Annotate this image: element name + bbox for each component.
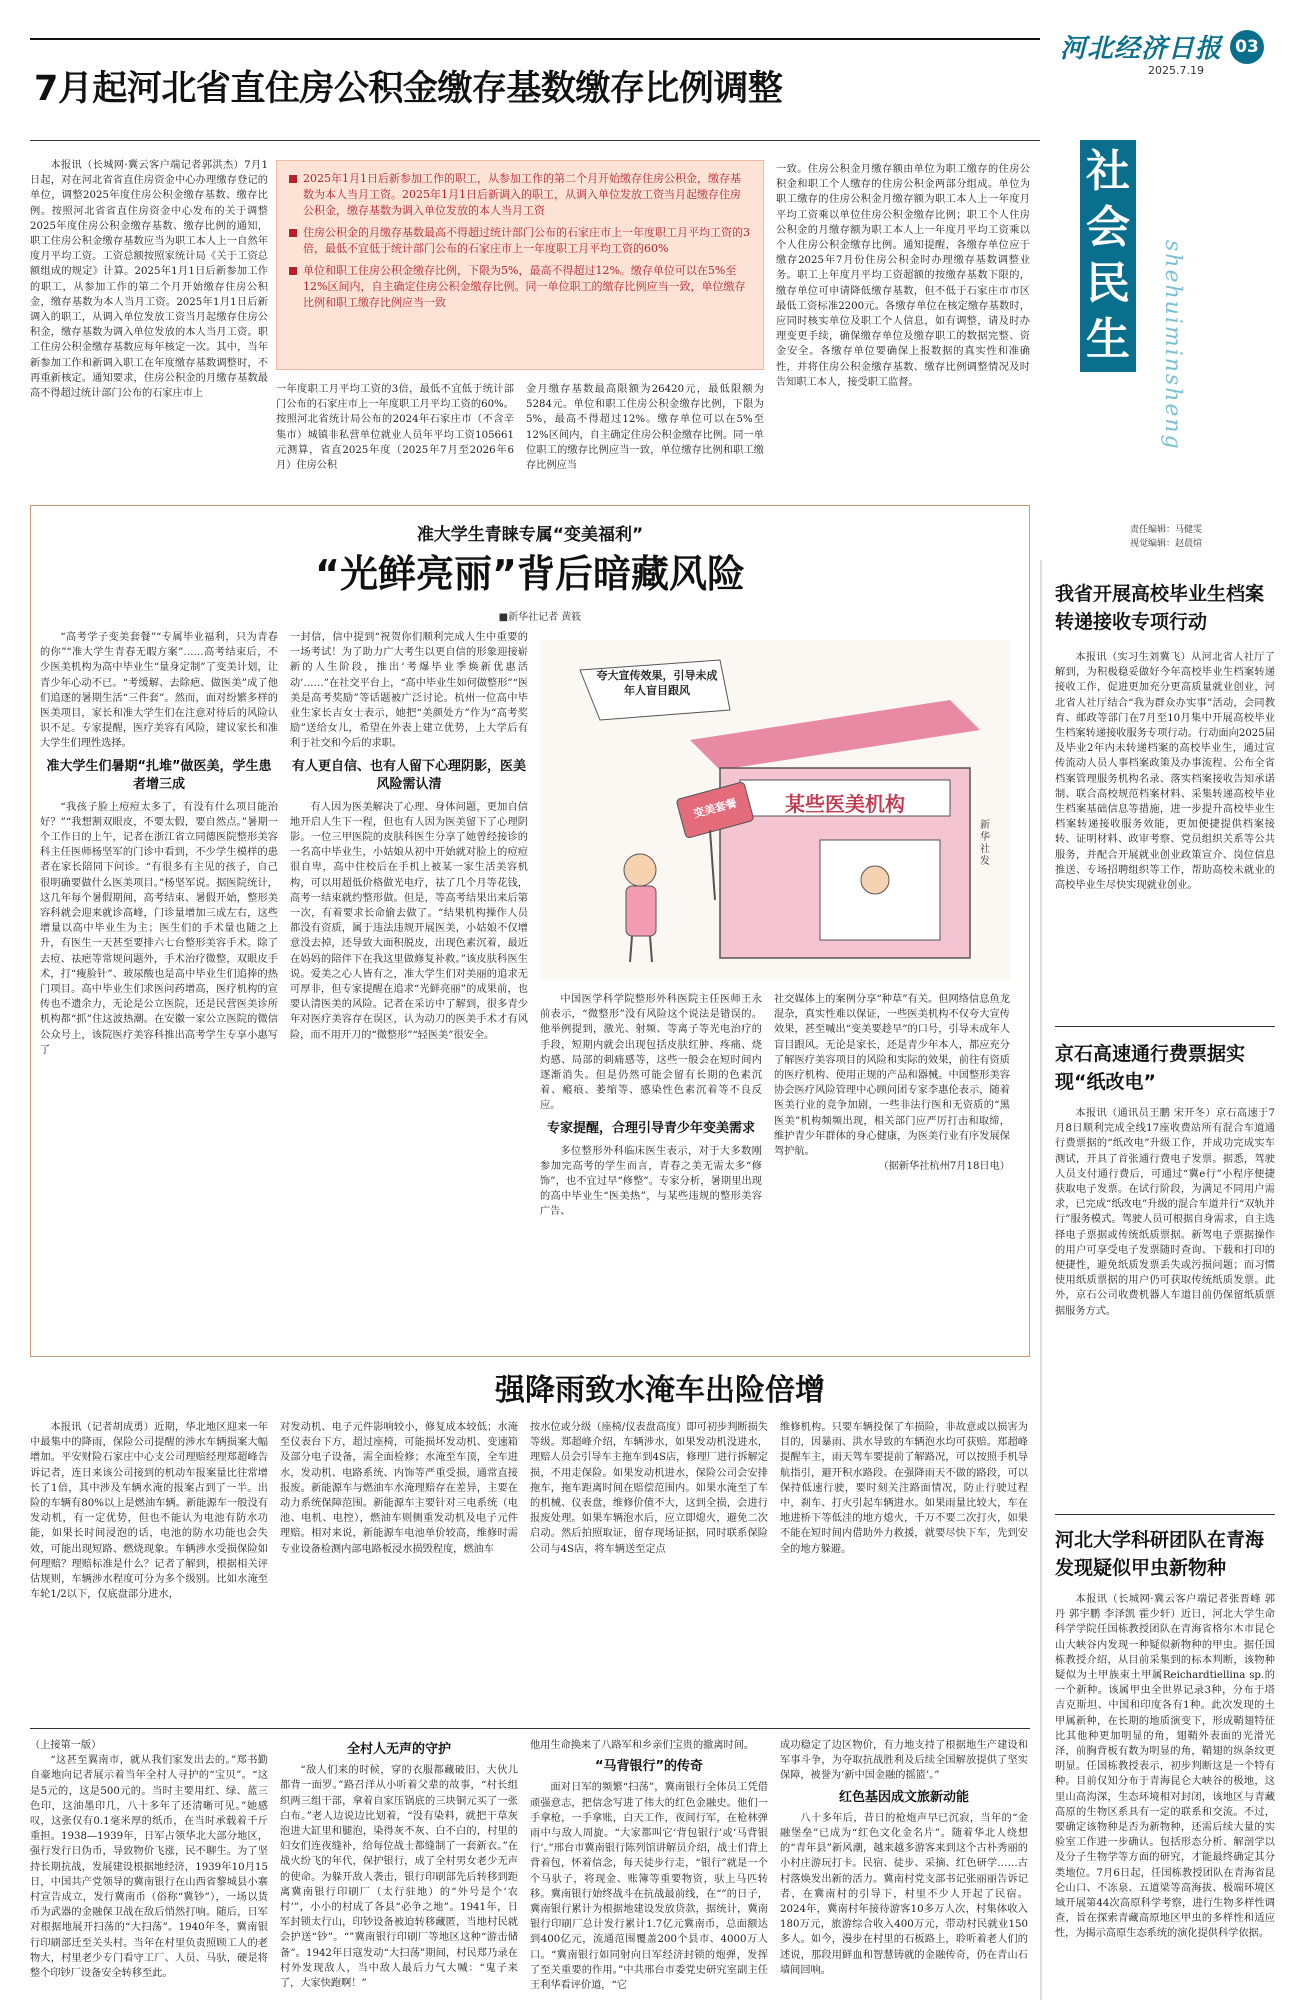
lead-highlight-box bbox=[276, 160, 764, 370]
cont-subhead-1: 全村人无声的守护 bbox=[346, 1742, 451, 1757]
right-rule-1 bbox=[1055, 1026, 1275, 1027]
cont-subhead-2: “马背银行”的传奇 bbox=[594, 1759, 704, 1775]
issue-date: 2025.7.19 bbox=[1148, 64, 1204, 77]
cartoon-sign: 某些医美机构 bbox=[785, 792, 905, 816]
cartoon-placard: 变美套餐 bbox=[692, 796, 739, 821]
lead-col3: 金月缴存基数最高限额为26420元，最低限额为5284元。单位和职工住房公积金缴存比例，下限为5%，最高不得超过12%。缴存单位可以在5%至12%区间内，自主确定住房公积金缴存比例。同一单位职工的缴存比例应当一致，单位缴存比例和职工缴存比例应当 bbox=[526, 384, 764, 472]
masthead bbox=[1060, 28, 1270, 78]
section-title bbox=[1080, 140, 1140, 372]
feature-col3: 中国医学科学院整形外科医院主任医师王永前表示，“微整形”没有风险这个说法是错误的。他举例提到，激光、射频、等离子等光电治疗的手段，短期内就会出现包括皮肤红肿、疼痛、烧灼感、局部的刺痛感等，这些一般会在短时间内逐渐消失。但是仍然可能会留有长期的色素沉着、瘢痕、萎缩等、感染性色素沉着等不良反应。 专家提醒，合理引导青少年变美需求 多位整形外科临床医生表示，对于大多数刚参加完高考的学生而言，青春之美无需太多“修饰”，也不宜过早“修整”。专家分析，暑期里出现的高中毕业生“医美热”，与某些违规的整形美容广告、 bbox=[540, 994, 762, 1218]
feature-kicker: 准大学生青睐专属“变美福利” bbox=[416, 525, 644, 545]
section-designer: 视觉编辑：赵晨煊 bbox=[1130, 539, 1203, 549]
right-column-frame bbox=[1040, 560, 1042, 2000]
feature-subhead-1: 准大学生们暑期“扎堆”做医美，学生患者增三成 bbox=[46, 758, 272, 792]
lead-headline: 7月起河北省直住房公积金缴存基数缴存比例调整 bbox=[34, 69, 783, 109]
section-pinyin: shehuiminsheng bbox=[1160, 240, 1185, 451]
cont-label: （上接第一版） bbox=[30, 1740, 102, 1751]
cartoon-speech: 夸大宣传效果，引导未成年人盲目跟风 bbox=[596, 669, 718, 697]
page-number: 03 bbox=[1235, 37, 1259, 57]
cont-col1: （上接第一版） “这甚至翼南市，就从我们家发出去的。”郑书勤自豪地向记者展示着当年全村人寻护的“宝贝”。“这是5元的，这是500元的。当时主要用红、绿、蓝三色印，这油墨印几，八十多年了还清晰可见。”她感叹，这张仅有0.1毫米厚的纸币，在当时承载着千斤重担。1938—1939年，日军占领华北大部分地区，强行发行日伪币，导致物价飞涨，民不聊生。为了坚持长期抗战，发展建设根据地经济，1939年10月15日，中国共产党领导的冀南银行在山西省黎城县小寨村宣告成立，发行冀南币（俗称“冀钞”），一场以货币为武器的金融保卫战在敌后悄然打响。随后，日军对根据地展开扫荡的“大扫荡”。1940年冬，冀南银行印刷部迁至关头村。当年在村里负责照顾工人的老物大，村里老少专门看守工厂、人员、马驮，硬是将整个印钞厂设备安全转移至此。 bbox=[30, 1740, 268, 1980]
bottom-col3: 按水位或分级（座椅/仪表盘高度）即可初步判断损失等级。郑超峰介绍，车辆涉水，如果发动机没进水，理赔人员会引导车主拖车到4S店，修理厂进行拆解定损，不用走保险。如果发动机进水，保险公司会安排拖车，拖车距离时间在赔偿范围内。如果水淹至了车的机械、仪表盘，维修价值不大，这到全损，会进行报废处理。如果车辆泡水后，应立即熄火，避免二次启动。然后拍照取证，留存现场证据，同时联系保险公司与4S店，将车辆送至定点 bbox=[530, 1422, 768, 1555]
feature-col1: “高考学子变美套餐”“专属毕业福利，只为青春的你”“准大学生青春无暇方案”……高考结束后，不少医美机构为高中毕业生“量身定制”了变美计划，让青少年心动不已。“考缓解、去除疤、做医美”成了他们追逐的暑期生活“三件套”。然而，面对纷繁多样的医美项目，家长和准大学生们在注意对待后的风险认识不足。专家提醒，医疗美容有风险，建议家长和准大学生们理性选择。 准大学生们暑期“扎堆”做医美，学生患者增三成 “我孩子脸上痘痘太多了，有没有什么项目能治好？”“我想割双眼皮，不要太假，要自然点。”暑期一个工作日的上午，记者在浙江省立同德医院整形美容科主任医师杨坚军的门诊中看到，不少学生模样的患者在家长陪同下问诊。“有很多有主见的孩子，自己很明确要做什么医美项目。”杨坚军说。据医院统计，这几年每个暑假期间，高考结束、暑假开始，整形美容科就会迎来就诊高峰，门诊量增加三成左右，这些增量以高中毕业生为主；医生们的手术量也随之上升，有医生一天甚至要排六七台整形美容手术。除了去痘、祛疤等常规问题外，手术治疗微整，双眼皮手术，打“瘦脸针”、玻尿酸也是高中毕业生们追捧的热门项目。高中毕业生们求医问药增高，医疗机构的宣传也不遗余力，无论是公立医院，还是民营医美诊所机构都“抓”住这波热潮。在安徽一家公立医院的微信公众号上，该院医疗美容科推出高考学生专享小惠写了 bbox=[40, 632, 278, 1056]
feature-byline-text: 新华社记者 黄筱 bbox=[508, 612, 582, 623]
bottom-col1: 本报讯（记者胡成勇）近期，华北地区迎来一年中最集中的降雨，保险公司提醒的涉水车辆损案大幅增加。平安财险石家庄中心支公司理赔经理郑超峰告诉记者，连日来该公司接到的机动车报案量比往常增长了1倍，其中涉及车辆水淹的报案占到了一半。出险的车辆有80%以上是燃油车辆。新能源车一般没有发动机，有一定优势，但也不能认为电池有防水功能，如果长时间浸泡的话，电池的防水功能也会失效，可能出现短路、燃烧现象。车辆涉水受损保险如何理赔？理赔标准是什么？记者了解到，根据相关评估规则，车辆涉水程度可分为多个级别。比如水淹至车轮1/2以下，仅底盘部分进水， bbox=[30, 1422, 268, 1601]
bottom-headline: 强降雨致水淹车出险倍增 bbox=[495, 1373, 825, 1408]
feature-col4: 社交媒体上的案例分享“种草”有关。但网络信息鱼龙混杂，真实性难以保证，一些医美机构不仅夸大宣传效果，甚至喊出“变美要趁早”的口号，引导未成年人盲目跟风。无论是家长，还是青少年本人，都应充分了解医疗美容项目的风险和实际的效果，前往有资质的医疗机构、使用正规的产品和器械。中国整形美容协会医疗风险管理中心顾问团专家李惠伦表示，随着医美行业的竞争加剧，一些非法行医和无资质的“黑医美”机构频频出现，相关部门应严厉打击和取缔，维护青少年群体的身心健康，为医美行业有序发展保驾护航。 （据新华社杭州7月18日电） bbox=[774, 992, 1010, 1332]
feature-headline: “光鲜亮丽”背后暗藏风险 bbox=[315, 552, 745, 596]
section-header bbox=[1060, 130, 1270, 550]
cont-subhead-3: 红色基因成文旅新动能 bbox=[838, 1789, 969, 1805]
newspaper-name: 河北经济日报 bbox=[1060, 34, 1223, 64]
lead-col2: 一年度职工月平均工资的3倍，最低不宜低于统计部门公布的石家庄市上一年度职工月平均工资的60%。按照河北省统计局公布的2024年石家庄市（不含辛集市）城镇非私营单位就业人员年平均工资105661元测算，省直2025年度（2025年7月至2026年6月）住房公积 bbox=[276, 384, 514, 472]
cont-col3: 他用生命换来了八路军和乡亲们宝贵的撤离时间。 “马背银行”的传奇 面对日军的频繁“扫荡”，冀南银行全体员工凭借顽强意志，把信念写进了伟大的红色金融史。他们一手拿枪，一手拿账，白天工作，夜间行军，在枪林弹雨中与敌人周旋。“大家都叫它‘背包银行’或‘马背银行’。”邢台市冀南银行陈列馆讲解员介绍，战士们背上背着包，怀着信念，每天徒步行走，“银行”就是一个个马驮子，将现金、账簿等重要物资，驮上马匹转移。冀南银行始终战斗在抗战最前线，在“”的日子，冀南银行累计为根据地建设发放贷款，据统计，冀南银行印刷厂总计发行累计1.7亿元冀南币，总面额达到400亿元，流通范围覆盖200个县市、4000万人口。“冀南银行如同射向日军经济封锁的炮弹，发挥了至关重要的作用。”中共邢台市委党史研究室副主任王利华看评价道，“它 bbox=[530, 1740, 768, 1992]
top-rule bbox=[30, 38, 1040, 40]
feature-end-note: （据新华社杭州7月18日电） bbox=[878, 1161, 1010, 1173]
cont-col2: 全村人无声的守护 “敌人们来的时候，穿的衣服都藏破旧、大伙儿都背一面罗。”路召洋从小听着父辈的故事，“村长组织两三组干部，拿着自家压锅底的三块铜元买了一张白布。”老人边说边比划着，“没有染料，就把干草灰泡进大缸里和腿泡，染得灰不灰、白不白的，村里的妇女们连夜缝补，给每位战士都缝制了一套新衣。”在战火纷飞的年代，保护银行，成了全村男女老少无声的使命。为躲开敌人袭击，银行印刷部先后转移到距离冀南银行印刷厂（太行驻地）的“外号是个‘农村’”，小小的村成了各县“必争之地”。1941年，日军封锁太行山，印钞设备被迫转移藏匿，当地村民就会护送“钞”。“”冀南银行印刷厂等地区这种“游击储备”。1942年日寇发动“大扫荡”期间，村民郑乃录在村外发现敌人，当中敌人最后力气大喊：“鬼子来了，大家快跑啊！” bbox=[280, 1742, 518, 1990]
lead-rule bbox=[30, 140, 1040, 141]
right-story3-body: 本报讯（长城网·冀云客户端记者张晋峰 郭丹 郭宇鹏 李泽凯 霍少轩）近日，河北大学生命科学学院任国栋教授团队在青海省格尔木市昆仑山大峡谷内发现一种疑似新物种的甲虫。据任国栋教授介绍，从目前采集到的标本判断，该物种疑似为土甲族束土甲属Reichardtiellina sp.的一个新种。该属甲虫全世界记录3种，分布于塔吉克斯坦、中国和印度各有1种。此次发现的土甲属新种，在长期的地质演变下，形成鞘翅特征比其他种更加明显的角，翅鞘外表面的光滑光泽，前胸背板有数为明显的角，鞘翅的纵条纹更明显。任国栋教授表示，初步判断这是一个特有种。目前仅知分布于青海昆仑大峡谷的极地，这里山高沟深，生态环境相对封闭，该地区与青藏高原的生物区系具有一定的联系和交流。不过，要确定该物种是否为新物种，还需后续大量的实验室工作进一步确认。包括形态分析、解剖学以及分子生物学等方面的研究，才能最终确定其分类地位。7月6日起，任国栋教授团队在青海省昆仑山口、不冻泉、五道梁等高海拔、极端环境区域开展第44次高原科学考察，进行生物多样性调查，旨在探索青藏高原地区甲虫的多样性和适应性，为揭示高原生态系统的演化提供科学依据。 bbox=[1055, 1594, 1275, 1940]
highlight-item: 2025年1月1日后新参加工作的职工，从参加工作的第二个月开始缴存住房公积金，缴存基数为本人当月工资。2025年1月1日后新调入的职工，从调入单位发放工资当月起缴存住房公积金，缴存基数为调入单位发放的本人当月工资 bbox=[289, 171, 751, 219]
cartoon-credit: 新华社发 bbox=[980, 820, 990, 867]
lead-col4: 一致。住房公积金月缴存额由单位为职工缴存的住房公积金和职工个人缴存的住房公积金两部分组成。单位为职工缴存的住房公积金月缴存额为职工本人上一年度月平均工资乘以单位住房公积金缴存比例；职工个人住房公积金的月缴存额为职工本人上一年度月平均工资乘以个人住房公积金缴存比例。通知提醒，各缴存单位应于缴存2025年7月份住房公积金时办理缴存基数调整业务。职工上年度月平均工资超额的按缴存基数下限的，缴存单位可申请降低缴存基数，但不低于石家庄市市区最低工资标准2200元。各缴存单位在核定缴存基数时，应同时核实单位及职工个人信息，如有调整，请及时办理变更手续，确保缴存单位及缴存职工的数据完整、资金安全。各缴存单位要确保上报数据的真实性和准确性，并将住房公积金缴存基数、缴存比例调整情况及时告知职工本人，接受职工监督。 bbox=[776, 164, 1030, 388]
right-story3-headline: 河北大学科研团队在青海发现疑似甲虫新物种 bbox=[1055, 1529, 1265, 1579]
right-story1-body: 本报讯（实习生刘冀飞）从河北省人社厅了解到，为积极稳妥做好今年高校毕业生档案转递接收工作，促进更加充分更高质量就业创业，河北省人社厅结合“我为群众办实事”活动，会同教育、邮政等部门在7月至10月集中开展高校毕业生档案转递接收服务专项行动。行动面向2025届及毕业2年内未转递档案的高校毕业生，通过宣传流动人员人事档案政策及办事流程、公布全省档案管理服务机构名录、落实档案接收告知承诺制、联合高校规范档案材料、采集转递高校毕业生档案基础信息等措施，进一步提升高校毕业生档案转递接收服务效能，更加便捷提供档案接转、证明材料、政审考察、党员组织关系等公共服务，并配合开展就业创业政策宣介、岗位信息推送、专场招聘组织等工作，帮助高校未就业的高校毕业生尽快实现就业创业。 bbox=[1055, 652, 1275, 892]
highlight-item: 单位和职工住房公积金缴存比例，下限为5%，最高不得超过12%。缴存单位可以在5%至12%区间内，自主确定住房公积金缴存比例。同一单位职工的缴存比例应当一致，单位缴存比例和职工缴存比例应当一致 bbox=[289, 263, 751, 311]
page-number-badge bbox=[1230, 30, 1264, 64]
cartoon-illustration bbox=[540, 640, 1010, 980]
cont-col4: 成功稳定了边区物价，有力地支持了根据地生产建设和军事斗争，为夺取抗战胜利及后续全国解放提供了坚实保障，被誉为‘新中国金融的摇篮’。” 红色基因成文旅新动能 八十多年后，昔日的枪炮声早已沉寂，当年的“金融堡垒”已成为“红色文化金名片”。随着华北人绕想的“青年县”新风潮，越来越多游客来到这个古朴秀丽的小村庄游玩打卡。民宿、徒步、采摘、红色研学……古村落焕发出新的活力。冀南村党支部书记张丽丽告诉记者，在冀南村的引导下，村里不少人开起了民宿。2024年，冀南村年接待游客10多万人次，村集体收入180万元，旅游综合收入400万元，带动村民就业150多人。如今，漫步在村里的石板路上，聆听着老人们的述说，那段用鲜血和智慧铸就的金融传奇，仍在青山石墙间回响。 bbox=[780, 1740, 1028, 1976]
right-story2-body: 本报讯（通讯员王鹏 宋开冬）京石高速于7月8日顺利完成全线17座收费站所有混合车道通行费票据的“纸改电”升级工作，并成功完成实车测试，开具了首张通行费电子发票。据悉，驾驶人员支付通行费后，可通过“冀e行”小程序便捷获取电子发票。在试行阶段，为满足不同用户需求，已完成“纸改电”升级的混合车道并行“双轨并行”服务模式。驾驶人员可根据自身需求，自主选择电子票据或传统纸质票据。新驾电子票据操作的用户可享受电子发票随时查询、下载和打印的便捷性，避免纸质发票丢失或污损问题；而习惯使用纸质票据的用户仍可获取传统纸质发票。此外，京石公司收费机器人车道目前仍保留纸质票据服务方式。 bbox=[1055, 1108, 1275, 1317]
bottom-col4: 维修机构。只要车辆投保了车损险，非故意或以损害为目的，因暴雨、洪水导致的车辆泡水均可获赔。郑超峰提醒车主，雨天驾车要提前了解路况，可以按照手机导航指引，避开积水路段。在强降雨天不做的路段，可以保持低速行驶，要时刻关注路面情况，防止行驶过程中，刹车、打火引起车辆进水。如果雨量比较大，车在地进桥下等低洼的地方熄火，千万不要二次打火，如果不能在短时间内借助外力救援，就要尽快下车，先到安全的地方躲避。 bbox=[780, 1422, 1028, 1555]
bottom-rule bbox=[30, 1728, 1030, 1729]
right-story1-headline: 我省开展高校毕业生档案转递接收专项行动 bbox=[1055, 583, 1265, 633]
feature-col2: 一封信，信中提到“祝贺你们顺利完成人生中重要的一场考试！为了助力广大考生以更自信的形象迎接崭新的人生阶段，推出‘考爆毕业季焕新优惠活动’……”在社交平台上，“高中毕业生如何做整形”“医美是高考奖励”等话题被广泛讨论。杭州一位高中毕业生家长吉女士表示，她把“美颜处方”作为“高考奖励”送给女儿，希望在外表上建立优势，上大学后有利于社交和今后的求职。 有人更自信、也有人留下心理阴影，医美风险需认清 有人因为医美解决了心理、身体问题，更加自信地开启人生下一程，但也有人因为医美留下了心理阴影。一位三甲医院的皮肤科医生分享了她曾经接诊的一名高中毕业生，小姑娘从初中开始就对脸上的痘痘很自卑，高中住校后在手机上被某一家生活美容机构，可以用超低价格做光电疗，祛了几个月等花钱，高考一结束就约整形做。但是，等高考结果出来后第一次，有着要求长命偷去做了。“结果机构操作人员都没有资质，属于违法违规开展医美，小姑娘不仅增意没去掉，还导致大面积脱皮，出现色素沉着，最近在妈妈的陪伴下在我这里做修复补救。”该皮肤科医生说。爱美之心人皆有之，准大学生们对美丽的追求无可厚非，但专家提醒在追求“光鲜亮丽”的成果前，也要认清医美的风险。记者在采访中了解到，很多青少年对医疗美容存在误区，认为动刀的医美手术才有风险，而不用开刀的“微整形”“轻医美”很安全。 bbox=[290, 632, 528, 1041]
feature-byline: ■新华社记者 黄筱 bbox=[498, 612, 582, 623]
bottom-col2: 对发动机、电子元件影响较小，修复成本较低；水淹至仪表台下方，超过座椅，可能损坏发动机、变速箱及部分电子设备，需全面检修；水淹至车顶，全车进水，发动机、电路系统、内饰等严重受损，通常直接报废。新能源车与燃油车水淹理赔存在差异，主要在动力系统保障范围。新能源车主要针对三电系统（电池、电机、电控），燃油车则侧重发动机及电子元件理赔。相对来说，新能源车电池单价较高，维修时需专业设备检测内部电路板浸水损毁程度，燃油车 bbox=[280, 1422, 518, 1555]
section-editor: 责任编辑：马健雯 bbox=[1130, 525, 1203, 535]
highlight-list bbox=[289, 171, 751, 311]
highlight-item: 住房公积金的月缴存基数最高不得超过统计部门公布的石家庄市上一年度职工月平均工资的3倍，最低不宜低于统计部门公布的石家庄市上一年度职工月平均工资的60% bbox=[289, 225, 751, 257]
lead-col1: 本报讯（长城网·冀云客户端记者郭洪杰）7月1日起，对在河北省省直住房资金中心办理缴存登记的单位，调整2025年度住房公积金缴存基数、缴存比例。按照河北省省直住房资金中心发布的关于调整2025年度住房公积金缴存基数、缴存比例的通知，职工住房公积金缴存基数应当为职工本人上一自然年度月平均工资。工资总额按照家统计局《关于工资总额组成的规定》计算。2025年1月1日后新参加工作的职工，从参加工作的第二个月开始缴存住房公积金，缴存基数为本人当月工资。2025年1月1日后新调入的职工，从调入单位发放工资当月起缴存住房公积金，缴存基数为调入单位发放的本人当月工资。职工住房公积金缴存基数应每年核定一次。其中，当年新参加工作和新调入职工在年度缴存基数调整时，不再重新核定。通知要求，住房公积金的月缴存基数最高不得超过统计部门公布的石家庄市上 bbox=[30, 160, 268, 400]
feature-subhead-3: 专家提醒，合理引导青少年变美需求 bbox=[546, 1120, 755, 1136]
right-rule-2 bbox=[1055, 1514, 1275, 1515]
right-story2-headline: 京石高速通行费票据实现“纸改电” bbox=[1055, 1043, 1246, 1093]
section-title-text: 社会民生 bbox=[1080, 140, 1136, 372]
feature-subhead-2: 有人更自信、也有人留下心理阴影，医美风险需认清 bbox=[291, 758, 526, 792]
